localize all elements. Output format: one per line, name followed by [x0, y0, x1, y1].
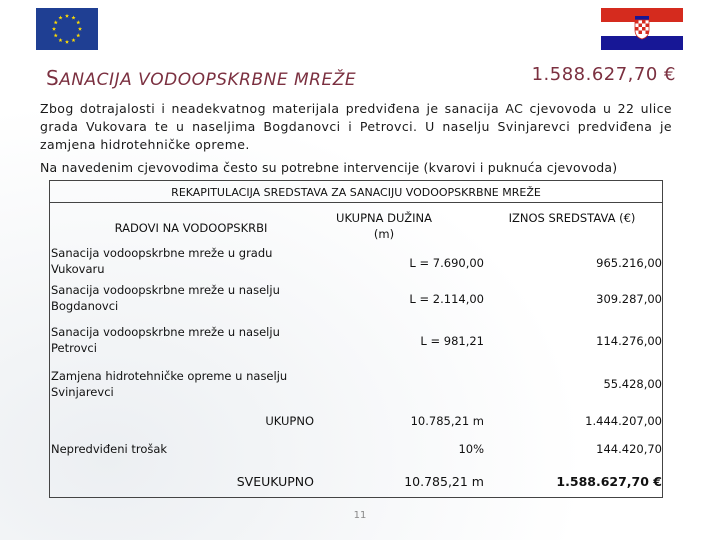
total-label: UKUPNO [265, 414, 314, 428]
total-amount-cell: 1.444.207,00 [585, 414, 662, 428]
eu-star-icon [58, 38, 62, 42]
eu-star-icon [78, 27, 82, 31]
row-works: Sanacija vodoopskrbne mreže u naselju Petrovci [51, 325, 280, 355]
total-amount: 1.588.627,70 € [531, 64, 676, 85]
row-amount: 55.428,00 [603, 377, 662, 391]
eu-star-icon [65, 14, 69, 18]
grand-total-length: 10.785,21 m [404, 474, 484, 489]
grand-total-label: SVEUKUPNO [236, 474, 314, 489]
eu-star-icon [52, 27, 56, 31]
page-number: 11 [353, 510, 367, 521]
eu-star-icon [76, 20, 80, 24]
row-works: Sanacija vodoopskrbne mreže u gradu Vukovaru [51, 246, 273, 276]
row-length: L = 981,21 [420, 334, 484, 348]
title-divider [50, 202, 662, 203]
table-title: REKAPITULACIJA SREDSTAVA ZA SANACIJU VODOOPSKRBNE MREŽE [171, 186, 541, 199]
row-amount: 114.276,00 [596, 334, 662, 348]
intervention-note: Na navedenim cjevovodima često su potrebne intervencije (kvarovi i puknuća cjevovoda) [40, 160, 618, 175]
row-length: L = 7.690,00 [409, 256, 484, 270]
unforeseen-percent: 10% [458, 442, 484, 456]
eu-star-icon [58, 16, 62, 20]
header-works: RADOVI NA VODOOPSKRBI [114, 221, 268, 235]
budget-table [49, 180, 663, 498]
total-length: 10.785,21 m [410, 414, 484, 428]
eu-star-icon [54, 33, 58, 37]
description-paragraph: Zbog dotrajalosti i neadekvatnog materijala predviđena je sanacija AC cjevovoda u 22 ulice grada Vukovara te u naseljima Bogdanovci i Petrovci. U naselju Svinjarevci predviđena je zamjena hidrotehničke opreme. [40, 101, 672, 152]
row-works: Zamjena hidrotehničke opreme u naselju Svinjarevci [51, 369, 288, 399]
eu-star-icon [76, 33, 80, 37]
unforeseen-amount: 144.420,70 [596, 442, 662, 456]
croatia-flag-icon [601, 8, 683, 50]
header-length: UKUPNA DUŽINA (m) [336, 211, 432, 241]
eu-star-icon [54, 20, 58, 24]
eu-star-icon [65, 40, 69, 44]
grand-total-amount: 1.588.627,70 € [556, 474, 662, 489]
eu-flag [36, 8, 98, 50]
row-works: Sanacija vodoopskrbne mreže u naselju Bogdanovci [51, 283, 280, 313]
eu-stars-icon [36, 8, 98, 50]
eu-star-icon [71, 38, 75, 42]
header-amount: IZNOS SREDSTAVA (€) [508, 211, 636, 225]
row-length: L = 2.114,00 [409, 292, 484, 306]
coat-of-arms-icon [635, 16, 649, 39]
row-amount: 309.287,00 [596, 292, 662, 306]
page-title: SANACIJA VODOOPSKRBNE MREŽE [46, 66, 357, 90]
croatia-flag [601, 8, 683, 50]
unforeseen-label: Nepredviđeni trošak [51, 442, 168, 456]
eu-star-icon [71, 16, 75, 20]
row-amount: 965.216,00 [596, 256, 662, 270]
